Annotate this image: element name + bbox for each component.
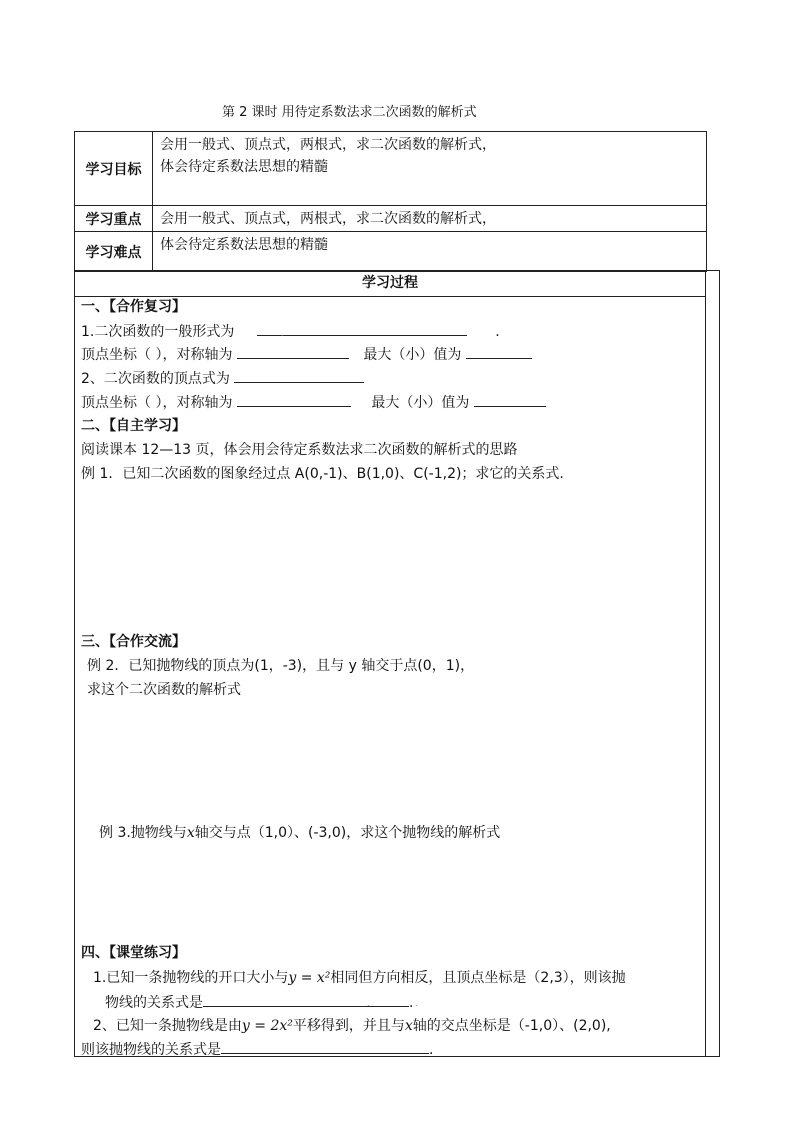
practice-1-blank[interactable]	[203, 992, 409, 1007]
practice-2-line-2	[81, 1039, 433, 1060]
goal-row	[75, 132, 707, 206]
vertex-coord-text-2: 顶点坐标（ ），对称轴为	[81, 395, 233, 411]
s2-reading: 阅读课本 12—13 页，体会用会待定系数法求二次函数的解析式的思路	[81, 442, 518, 458]
practice-2-text-c: 轴的交点坐标是（-1,0）、(2,0),	[412, 1018, 611, 1034]
example-3-text-a: 例 3.抛物线与	[99, 825, 187, 841]
goal-line-2: 体会待定系数法思想的精髓	[160, 159, 328, 175]
practice-1-text-a: 1.已知一条抛物线的开口大小与	[93, 970, 289, 986]
max-min-blank-2[interactable]	[474, 392, 546, 407]
difficulty-content: 体会待定系数法思想的精髓	[153, 232, 707, 272]
practice-1-line-1	[93, 968, 626, 988]
max-min-blank-1[interactable]	[466, 344, 532, 359]
section-4-title: 四、【课堂练习】	[81, 945, 186, 961]
objectives-table	[74, 131, 707, 272]
key-label: 学习重点	[75, 206, 153, 232]
goal-content	[153, 132, 707, 206]
example-2-line-2: 求这个二次函数的解析式	[87, 682, 241, 698]
practice-2-text-a: 2、已知一条抛物线是由	[93, 1018, 242, 1034]
s1-line-4	[81, 392, 546, 413]
section-3-title: 三、【合作交流】	[81, 634, 186, 650]
difficulty-row	[75, 232, 707, 272]
example-1: 例 1．已知二次函数的图象经过点 A(0,-1)、B(1,0)、C(-1,2)；求它的关系式.	[81, 466, 564, 482]
practice-2-blank[interactable]	[221, 1039, 429, 1054]
practice-1-period: .	[409, 995, 414, 1011]
section-1-title: 一、【合作复习】	[81, 299, 186, 315]
page-title: 第 2 课时 用待定系数法求二次函数的解析式	[222, 105, 477, 120]
goal-line-1: 会用一般式、顶点式，两根式，求二次函数的解析式，	[160, 137, 496, 153]
example-3	[99, 823, 500, 843]
learning-process-box	[74, 270, 720, 1057]
max-min-text-1: 最大（小）值为	[363, 347, 462, 363]
example-3-x: x	[186, 825, 195, 841]
stray-dot: .	[415, 999, 418, 1008]
key-content: 会用一般式、顶点式，两根式，求二次函数的解析式，	[153, 206, 707, 232]
right-margin-column	[705, 271, 706, 1056]
practice-1-equation: y = x²	[288, 970, 331, 986]
practice-2-text-b: 平移得到，并且与	[292, 1018, 405, 1034]
example-2-line-1: 例 2．已知抛物线的顶点为(1，-3)，且与 y 轴交于点(0，1)，	[87, 658, 475, 674]
example-3-text-b: 轴交与点（1,0）、(-3,0)，求这个抛物线的解析式	[194, 825, 501, 841]
practice-2-text-d: 则该抛物线的关系式是	[81, 1042, 221, 1058]
vertex-coord-text-1: 顶点坐标（ ），对称轴为	[81, 347, 233, 363]
vertex-form-blank[interactable]	[234, 368, 364, 383]
vertex-form-text: 2、二次函数的顶点式为	[81, 371, 230, 387]
practice-2-x: x	[404, 1018, 413, 1034]
s1-line-3	[81, 368, 364, 389]
s1-line-1-period: .	[495, 324, 500, 340]
general-form-blank[interactable]	[257, 321, 467, 336]
key-row	[75, 206, 707, 232]
practice-1-text-c: 物线的关系式是	[105, 995, 203, 1011]
s1-line-2	[81, 344, 532, 365]
practice-2-period: .	[429, 1042, 434, 1058]
stray-dot: .	[281, 329, 284, 338]
section-2-title: 二、【自主学习】	[81, 418, 186, 434]
max-min-text-2: 最大（小）值为	[371, 395, 470, 411]
practice-2-line-1	[93, 1016, 611, 1036]
general-form-text: 1.二次函数的一般形式为	[81, 324, 235, 340]
practice-1-text-b: 相同但方向相反，且顶点坐标是（2,3），则该抛	[330, 970, 626, 986]
difficulty-label: 学习难点	[75, 232, 153, 272]
practice-2-equation: y = 2x²	[241, 1018, 293, 1034]
axis-blank-2[interactable]	[237, 392, 351, 407]
goal-label: 学习目标	[75, 132, 153, 206]
s1-line-1	[81, 321, 500, 342]
stray-dot: .	[367, 999, 370, 1008]
axis-blank-1[interactable]	[237, 344, 349, 359]
process-header: 学习过程	[75, 271, 705, 297]
